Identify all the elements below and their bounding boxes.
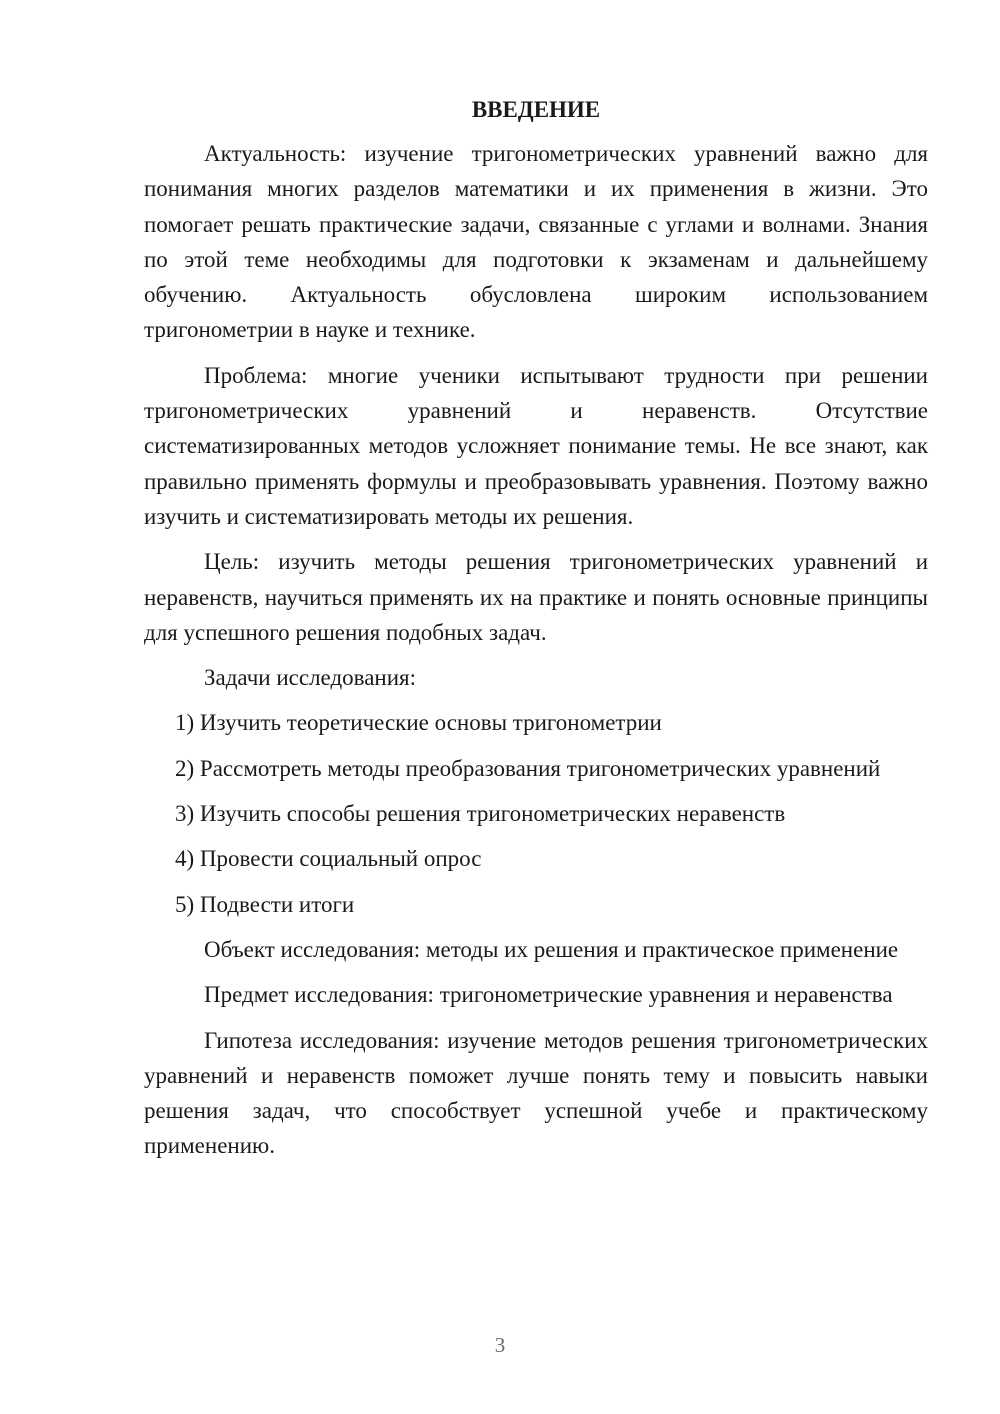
task-item-3: 3) Изучить способы решения тригонометрических неравенств bbox=[175, 801, 786, 827]
goal-paragraph: Цель: изучить методы решения тригонометрических уравнений и неравенств, научиться применять их на практике и понять основные принципы для успешного решения подобных задач. bbox=[144, 549, 928, 645]
object-paragraph: Объект исследования: методы их решения и практическое применение bbox=[204, 936, 899, 962]
section-title: ВВЕДЕНИЕ bbox=[471, 97, 601, 122]
task-item-5: 5) Подвести итоги bbox=[175, 891, 355, 917]
page-content bbox=[144, 92, 928, 1174]
page-number: 3 bbox=[494, 1333, 506, 1357]
task-item-2: 2) Рассмотреть методы преобразования тригонометрических уравнений bbox=[175, 755, 881, 781]
relevance-paragraph: Актуальность: изучение тригонометрических уравнений важно для понимания многих разделов математики и их применения в жизни. Это помогает решать практические задачи, связанные с углами и волнами. Знания по этой теме необходимы для подготовки к экзаменам и дальнейшему обучению. Актуальность обусловлена широким использованием тригонометрии в науке и технике. bbox=[144, 141, 928, 343]
tasks-heading: Задачи исследования: bbox=[204, 665, 417, 691]
hypothesis-paragraph: Гипотеза исследования: изучение методов решения тригонометрических уравнений и неравенств поможет лучше понять тему и повысить навыки решения задач, что способствует успешной учебе и практическому применению. bbox=[144, 1027, 928, 1159]
task-item-1: 1) Изучить теоретические основы тригонометрии bbox=[175, 710, 662, 736]
subject-paragraph: Предмет исследования: тригонометрические уравнения и неравенства bbox=[204, 982, 893, 1008]
problem-paragraph: Проблема: многие ученики испытывают трудности при решении тригонометрических уравнений и неравенств. Отсутствие систематизированных методов усложняет понимание темы. Не все знают, как правильно применять формулы и преобразовывать уравнения. Поэтому важно изучить и систематизировать методы их решения. bbox=[144, 362, 928, 529]
task-item-4: 4) Провести социальный опрос bbox=[175, 846, 482, 872]
